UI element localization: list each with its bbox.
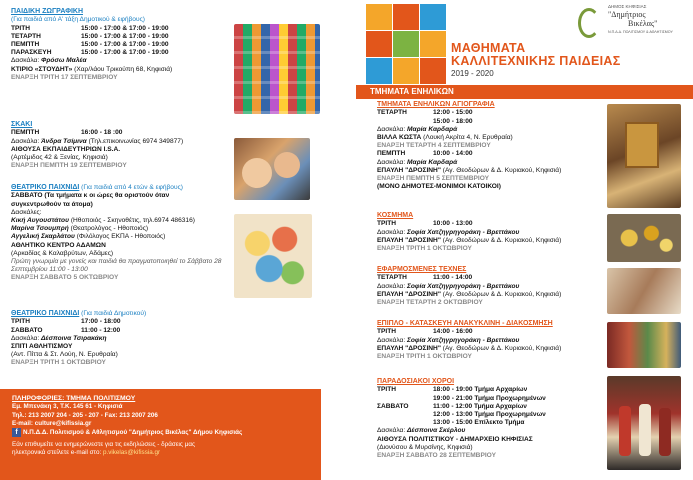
time: 15:00 - 17:00 & 17:00 - 19:00 (81, 49, 169, 57)
section-theater (11, 184, 247, 283)
time: 19:00 - 21:00 Τμήμα Προχωρημένων (433, 394, 546, 402)
org-logo-text: "Δημήτριος (608, 10, 646, 19)
title-line: ΜΑΘΗΜΑΤΑ (451, 41, 526, 55)
teacher-label: Δασκάλα: (377, 125, 406, 133)
dancers-photo (607, 376, 681, 470)
page-title (451, 42, 621, 68)
start-date: ΕΝΑΡΞΗ ΣΑΒΒΑΤΟ 28 ΣΕΠΤΕΜΒΡΙΟΥ (377, 452, 497, 460)
time: 12:00 - 13:00 Τμήμα Προχωρημένων (433, 411, 546, 419)
time: 15:00 - 18:00 (433, 117, 473, 125)
footer-phone: Τηλ.: 213 2007 204 - 205 - 207 - Fax: 213 2007 206 (12, 411, 158, 419)
section-title: ΤΜΗΜΑΤΑ ΕΝΗΛΙΚΩΝ ΑΓΙΟΓΡΑΦΙΑ (377, 101, 495, 108)
school-year: 2019 - 2020 (451, 69, 494, 78)
day: ΤΕΤΑΡΤΗ (11, 32, 41, 40)
org-logo-text: Βικέλας" (628, 19, 658, 28)
teacher-name: Άνδρα Τσίμινα (41, 137, 87, 145)
teacher-label: Δασκάλα: (11, 137, 40, 145)
teacher-name: Φρόσω Μαλέα (41, 57, 87, 65)
venue: ΚΤΙΡΙΟ «ΣΤΟΥΔΗΤ» (11, 65, 73, 73)
subscribe-text: Εάν επιθυμείτε να ενημερώνεστε για τις εκδηλώσεις - δράσεις μας (12, 440, 196, 448)
title-line: ΚΑΛΛΙΤΕΧΝΙΚΗΣ ΠΑΙΔΕΙΑΣ (451, 54, 621, 68)
teacher-label: Δασκάλα: (377, 427, 406, 435)
venue-address: (Αγ. Θεοδώρων & Δ. Κυριακού, Κηφισιά) (440, 290, 562, 298)
time: 10:00 - 13:00 (433, 220, 473, 228)
section-subtitle: (Για παιδιά από Α' τάξη Δημοτικού & εφήβους) (11, 16, 145, 24)
teacher-name: Δέσποινα Τσιρακάκη (41, 334, 107, 342)
section-title: ΠΑΙΔΙΚΗ ΖΩΓΡΑΦΙΚΗ (11, 8, 83, 15)
time: 16:00 - 18 :00 (81, 129, 123, 137)
section-painting (11, 8, 236, 82)
footer-address: Εμ. Μπενάκη 3, Τ.Κ. 145 61 - Κηφισιά (12, 403, 123, 411)
teacher-name: Σοφία Χατζηγρηγοράκη - Βρεττάκου (407, 282, 520, 290)
venue-address: (Αγ. Θεοδώρων & Δ. Κυριακού, Κηφισιά) (440, 344, 562, 352)
footer-heading: ΠΛΗΡΟΦΟΡΙΕΣ: ΤΜΗΜΑ ΠΟΛΙΤΙΣΜΟΥ (12, 395, 136, 402)
teacher-name: Μαρίνα Τσουμπρή (11, 225, 69, 233)
art-tiles-logo (366, 4, 448, 84)
time: 14:00 - 16:00 (433, 328, 473, 336)
day: ΤΡΙΤΗ (11, 24, 31, 32)
day: ΣΑΒΒΑΤΟ (377, 402, 409, 410)
residents-note: (ΜΟΝΟ ΔΗΜΟΤΕΣ-ΜΟΝΙΜΟΙ ΚΑΤΟΙΚΟΙ) (377, 183, 501, 191)
subscribe-text: ηλεκτρονικά στείλετε e-mail στο: (12, 448, 103, 456)
time: 10:00 - 14:00 (433, 150, 473, 158)
schedule-note: ΣΑΒΒΑΤΟ (Τα τμήματα κ οι ώρες θα οριστούν όταν συγκεντρωθούν τα άτομα) (11, 192, 170, 208)
section-title: ΠΑΡΑΔΟΣΙΑΚΟΙ ΧΟΡΟΙ (377, 378, 455, 385)
left-panel (0, 0, 337, 480)
teacher-label: Δασκάλα: (377, 336, 406, 344)
day: ΠΕΜΠΤΗ (11, 129, 40, 137)
teachers-label: Δασκάλες: (11, 208, 42, 216)
day: ΣΑΒΒΑΤΟ (11, 326, 43, 334)
org-logo-text: Ν.Π.Δ.Δ. ΠΟΛΙΤΙΣΜΟΥ & ΑΘΛΗΤΙΣΜΟΥ (608, 30, 673, 34)
venue: ΕΠΑΥΛΗ "ΔΡΟΣΙΝΗ" (377, 290, 441, 298)
venue-address: (Αγ. Θεοδώρων & Δ. Κυριακού, Κηφισιά) (440, 236, 562, 244)
teacher-info: (Ηθοποιός - Σκηνοθέτις, τηλ.6974 486316) (68, 217, 195, 225)
teacher-name: Αγγελική Σκαρλάτου (11, 233, 75, 241)
day (377, 411, 433, 419)
facebook-icon[interactable]: f (12, 428, 21, 437)
org-logo-text: ΔΗΜΟΣ ΚΗΦΙΣΙΑΣ (608, 4, 647, 9)
info-footer (0, 389, 321, 480)
jewelry-photo (607, 214, 681, 262)
day: ΠΑΡΑΣΚΕΥΗ (11, 49, 52, 57)
section-hagiography (377, 101, 617, 191)
time: 12:00 - 15:00 (433, 109, 473, 117)
start-date: ΕΝΑΡΞΗ ΤΡΙΤΗ 1 ΟΚΤΩΒΡΙΟΥ (11, 359, 106, 367)
venue: ΒΙΛΛΑ ΚΩΣΤΑ (377, 134, 422, 142)
day: ΠΕΜΠΤΗ (11, 41, 40, 49)
section-title: ΚΟΣΜΗΜΑ (377, 212, 414, 219)
day: ΤΡΙΤΗ (377, 220, 397, 228)
time: 18:00 - 19:00 Τμήμα Αρχαρίων (433, 386, 528, 394)
day: ΤΕΤΑΡΤΗ (377, 109, 407, 117)
venue: ΣΠΙΤΙ ΑΘΛΗΤΙΣΜΟΥ (11, 343, 73, 351)
section-applied-arts (377, 266, 617, 307)
teacher-name: Μαρία Καρδαρά (407, 125, 458, 133)
section-subtitle: (Για παιδιά Δημοτικού) (79, 310, 147, 317)
right-panel (356, 0, 693, 480)
meeting-note: Πρώτη γνωριμία με γονείς και παιδιά θα πραγματοποιηθεί το Σάββατο 28 Σεπτεμβρίου 11:00 - 13:00 (11, 258, 222, 274)
subscribe-email-link[interactable]: p.vikelas@kifissia.gr (102, 448, 161, 456)
section-dances (377, 378, 617, 460)
start-date: ΕΝΑΡΞΗ ΣΑΒΒΑΤΟ 5 ΟΚΤΩΒΡΙΟΥ (11, 274, 119, 282)
section-jewelry (377, 212, 617, 253)
applied-arts-photo (607, 268, 681, 314)
venue: ΑΙΘΟΥΣΑ ΠΟΛΙΤΙΣΤΙΚΟΥ - ΔΗΜΑΡΧΕΙΟ ΚΗΦΙΣΙΑΣ (377, 435, 533, 443)
section-title: ΣΚΑΚΙ (11, 121, 33, 128)
kids-photo (234, 214, 312, 298)
adults-band: ΤΜΗΜΑΤΑ ΕΝΗΛΙΚΩΝ (356, 85, 693, 99)
footer-email[interactable]: E-mail: culture@kifissia.gr (12, 419, 92, 427)
venue-address: (Λουκή Ακρίτα 4, Ν. Ερυθραία) (421, 134, 513, 142)
org-logo (578, 4, 690, 44)
day: ΤΡΙΤΗ (377, 386, 397, 394)
section-furniture (377, 320, 617, 361)
teacher-info: (Φιλόλογος ΕΚΠΑ - Ηθοποιός) (74, 233, 166, 241)
start-date: ΕΝΑΡΞΗ ΠΕΜΠΤΗ 19 ΣΕΠΤΕΜΒΡΙΟΥ (11, 162, 127, 170)
start-date: ΕΝΑΡΞΗ ΤΡΙΤΗ 1 ΟΚΤΩΒΡΙΟΥ (377, 245, 472, 253)
section-chess (11, 121, 236, 170)
time: 11:00 - 12:00 (81, 326, 121, 334)
day (377, 118, 433, 126)
day: ΤΡΙΤΗ (11, 318, 31, 326)
section-title: ΕΦΑΡΜΟΣΜΕΝΕΣ ΤΕΧΝΕΣ (377, 266, 467, 273)
venue: ΑΙΘΟΥΣΑ ΕΚΠΑΙΔΕΥΤΗΡΙΩΝ I.S.A. (11, 145, 121, 153)
time: 15:00 - 17:00 & 17:00 - 19:00 (81, 32, 169, 40)
paintings-photo (234, 24, 320, 114)
start-date: ΕΝΑΡΞΗ ΤΕΤΑΡΤΗ 2 ΟΚΤΩΒΡΙΟΥ (377, 299, 483, 307)
venue-address: (Διονύσου & Μυρσίνης, Κηφισιά) (377, 443, 473, 451)
day: ΤΕΤΑΡΤΗ (377, 274, 407, 282)
venue: ΕΠΑΥΛΗ "ΔΡΟΣΙΝΗ" (377, 236, 441, 244)
teacher-name: Σοφία Χατζηγρηγοράκη - Βρεττάκου (407, 336, 520, 344)
teacher-name: Κική Αυγουστάτου (11, 217, 69, 225)
section-title: ΕΠΙΠΛΟ - ΚΑΤΑΣΚΕΥΗ ΑΝΑΚΥΚΛΙΝΗ - ΔΙΑΚΟΣΜΗΣΗ (377, 320, 553, 327)
start-date: ΕΝΑΡΞΗ ΠΕΜΠΤΗ 5 ΣΕΠΤΕΜΒΡΙΟΥ (377, 175, 490, 183)
teacher-label: Δασκάλα: (11, 57, 40, 65)
day (377, 395, 433, 403)
start-date: ΕΝΑΡΞΗ ΤΡΙΤΗ 17 ΣΕΠΤΕΜΒΡΙΟΥ (11, 73, 118, 81)
teacher-name: Δέσποινα Σκέρλου (407, 427, 466, 435)
venue: ΕΠΑΥΛΗ "ΔΡΟΣΙΝΗ" (377, 166, 441, 174)
venue-address: (Αρτέμιδος 42 & Ξενίας, Κηφισιά) (11, 154, 108, 162)
hagiography-photo (607, 104, 681, 208)
teacher-name: Μαρία Καρδαρά (407, 158, 458, 166)
venue-address: (Αγ. Θεοδώρων & Δ. Κυριακού, Κηφισιά) (440, 166, 562, 174)
facebook-link[interactable]: Ν.Π.Δ.Δ. Πολιτισμού & Αθλητισμού "Δημήτριος Βικέλας" Δήμου Κηφισιάς (23, 429, 243, 437)
furniture-photo (607, 322, 681, 368)
teacher-name: Σοφία Χατζηγρηγοράκη - Βρεττάκου (407, 228, 520, 236)
section-title: ΘΕΑΤΡΙΚΟ ΠΑΙΧΝΙΔΙ (11, 310, 80, 317)
time: 15:00 - 17:00 & 17:00 - 19:00 (81, 24, 169, 32)
venue: ΕΠΑΥΛΗ "ΔΡΟΣΙΝΗ" (377, 344, 441, 352)
time: 13:00 - 15:00 Επίλεκτο Τμήμα (433, 419, 525, 427)
teacher-label: Δασκάλα: (377, 158, 406, 166)
section-subtitle: (Για παιδιά από 4 ετών & εφήβους) (79, 184, 183, 191)
start-date: ΕΝΑΡΞΗ ΤΡΙΤΗ 1 ΟΚΤΩΒΡΙΟΥ (377, 353, 472, 361)
venue-address: (Αντ. Πίττα & Στ. Λούη, Ν. Ερυθραία) (11, 351, 118, 359)
teacher-label: Δασκάλα: (377, 228, 406, 236)
teacher-label: Δασκάλα: (11, 334, 40, 342)
start-date: ΕΝΑΡΞΗ ΤΕΤΑΡΤΗ 4 ΣΕΠΤΕΜΒΡΙΟΥ (377, 142, 491, 150)
section-theater-primary (11, 310, 236, 368)
time: 11:00 - 12:00 Τμήμα Αρχαρίων (433, 402, 527, 410)
day: ΤΡΙΤΗ (377, 328, 397, 336)
time: 17:00 - 18:00 (81, 318, 121, 326)
venue-address: (Αρκαδίας & Καλαβρύτων, Αδάμες) (11, 249, 114, 257)
teacher-label: Δασκάλα: (377, 282, 406, 290)
venue: ΑΘΛΗΤΙΚΟ ΚΕΝΤΡΟ ΑΔΑΜΩΝ (11, 241, 106, 249)
time: 15:00 - 17:00 & 17:00 - 19:00 (81, 41, 169, 49)
venue-address: (Χαρ/λάου Τρικούπη 68, Κηφισιά) (74, 65, 173, 73)
section-title: ΘΕΑΤΡΙΚΟ ΠΑΙΧΝΙΔΙ (11, 184, 80, 191)
day: ΠΕΜΠΤΗ (377, 150, 406, 158)
teacher-info: (Θεατρολόγος - Ηθοποιός) (68, 225, 149, 233)
teacher-phone: (Τηλ.επικοινωνίας 6974 349877) (88, 137, 184, 145)
time: 11:00 - 14:00 (433, 274, 473, 282)
